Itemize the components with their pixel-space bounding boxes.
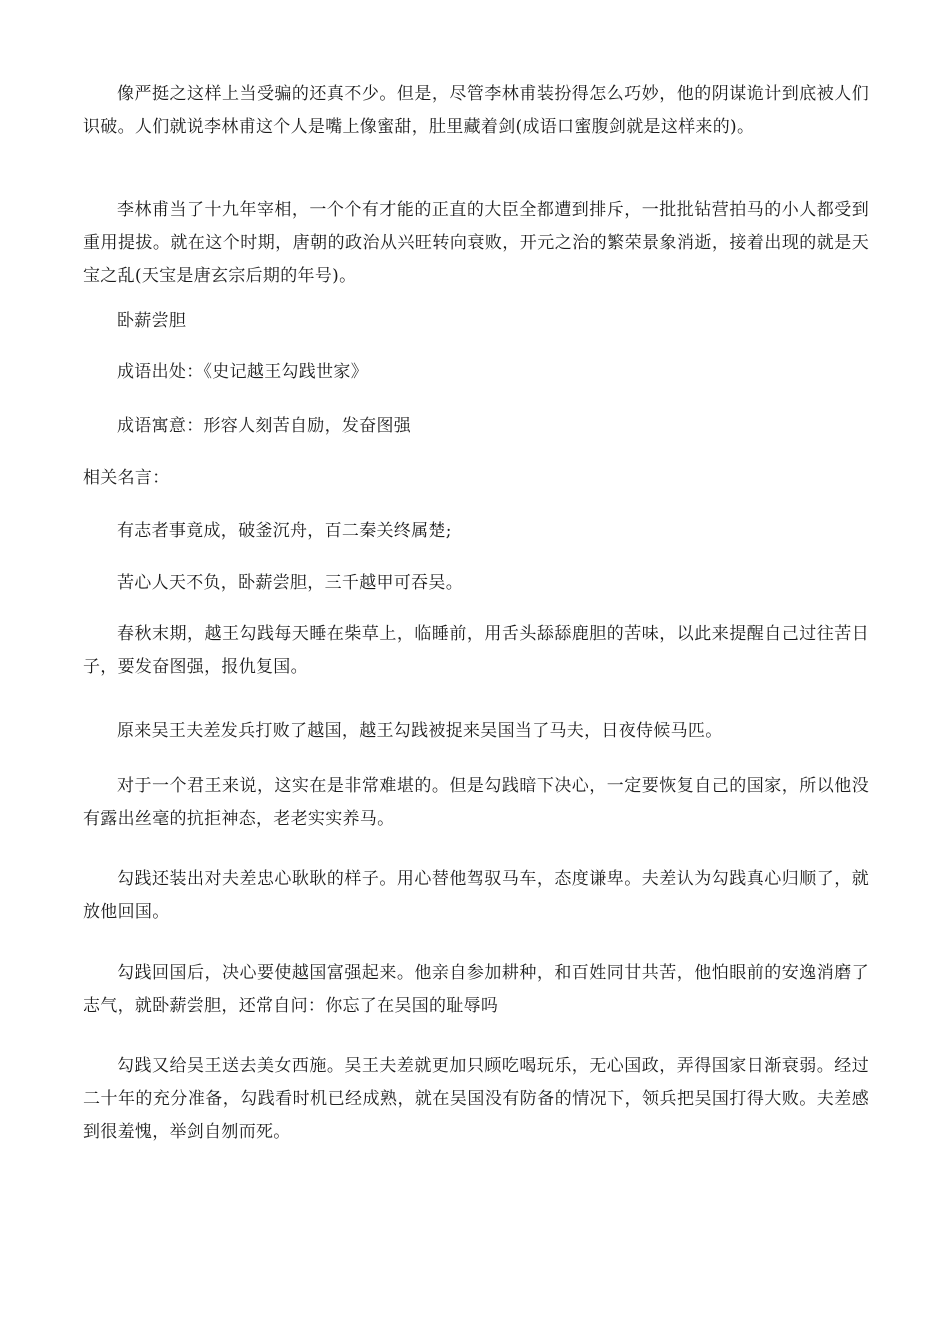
paragraph-3: 春秋末期，越王勾践每天睡在柴草上，临睡前，用舌头舔舔鹿胆的苦味，以此来提醒自己过往苦日子，要发奋图强，报仇复国。 <box>83 624 869 677</box>
idiom-meaning: 成语寓意：形容人刻苦自励，发奋图强 <box>117 416 412 436</box>
paragraph-8: 勾践又给吴王送去美女西施。吴王夫差就更加只顾吃喝玩乐，无心国政，弄得国家日渐衰弱。经过二十年的充分准备，勾践看时机已经成熟，就在吴国没有防备的情况下，领兵把吴国打得大败。夫差感到很羞愧，举剑自刎而死。 <box>83 1056 869 1142</box>
quote-line-1: 有志者事竟成，破釜沉舟，百二秦关终属楚; <box>117 521 452 541</box>
paragraph-7: 勾践回国后，决心要使越国富强起来。他亲自参加耕种，和百姓同甘共苦，他怕眼前的安逸消磨了志气，就卧薪尝胆，还常自问：你忘了在吴国的耻辱吗 <box>83 963 869 1016</box>
paragraph-2: 李林甫当了十九年宰相，一个个有才能的正直的大臣全都遭到排斥，一批批钻营拍马的小人都受到重用提拔。就在这个时期，唐朝的政治从兴旺转向衰败，开元之治的繁荣景象消逝，接着出现的就是天宝之乱(天宝是唐玄宗后期的年号)。 <box>83 200 869 286</box>
quote-line-2: 苦心人天不负，卧薪尝胆，三千越甲可吞吴。 <box>117 573 463 593</box>
paragraph-4: 原来吴王夫差发兵打败了越国，越王勾践被捉来吴国当了马夫，日夜侍候马匹。 <box>117 721 723 741</box>
section-title: 卧薪尝胆 <box>117 311 187 331</box>
paragraph-5: 对于一个君王来说，这实在是非常难堪的。但是勾践暗下决心，一定要恢复自己的国家，所以他没有露出丝毫的抗拒神态，老老实实养马。 <box>83 776 869 829</box>
paragraph-1: 像严挺之这样上当受骗的还真不少。但是，尽管李林甫装扮得怎么巧妙，他的阴谋诡计到底被人们识破。人们就说李林甫这个人是嘴上像蜜甜，肚里藏着剑(成语口蜜腹剑就是这样来的)。 <box>83 84 869 137</box>
related-quotes-label: 相关名言： <box>83 468 170 488</box>
idiom-source: 成语出处：《史记越王勾践世家》 <box>117 362 368 382</box>
paragraph-6: 勾践还装出对夫差忠心耿耿的样子。用心替他驾驭马车，态度谦卑。夫差认为勾践真心归顺了，就放他回国。 <box>83 869 869 922</box>
